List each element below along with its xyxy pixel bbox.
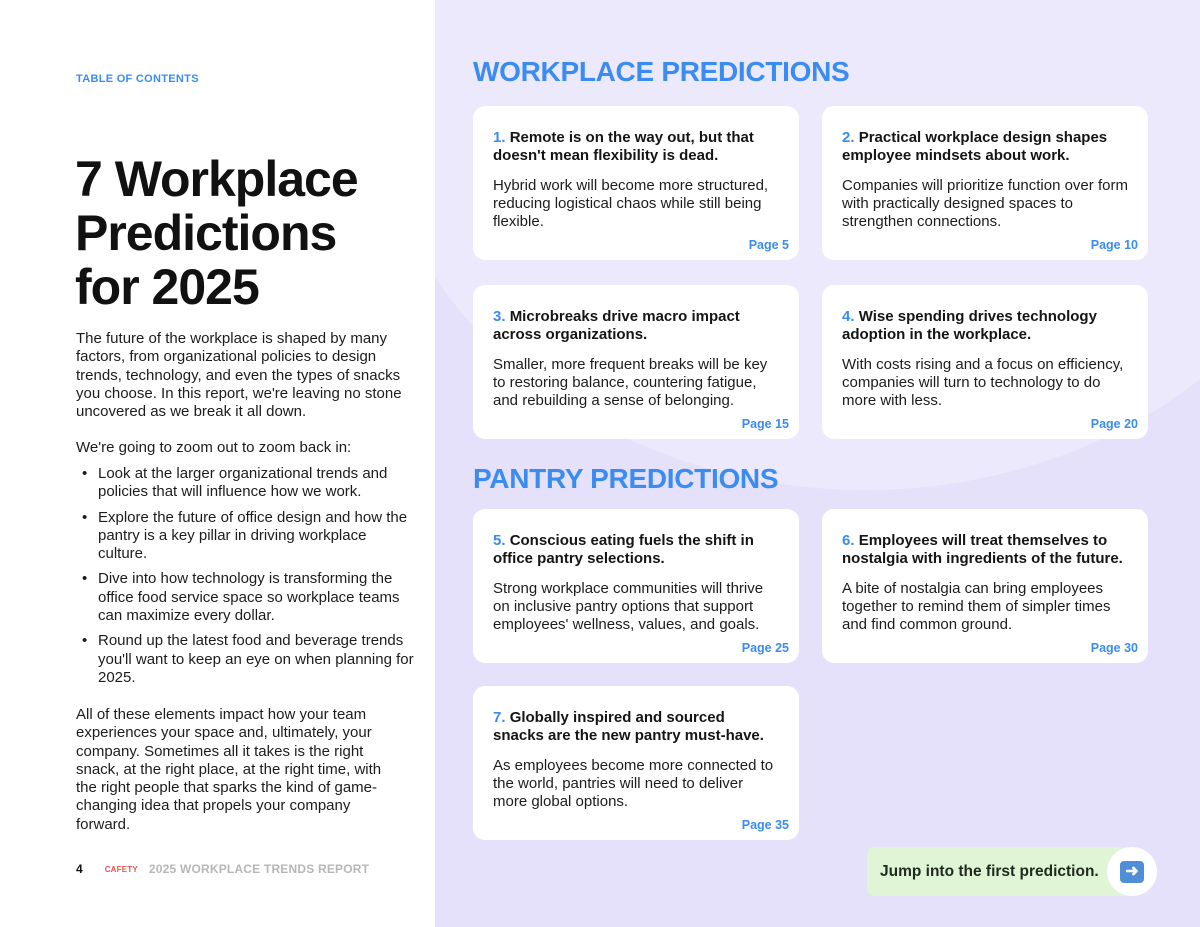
bullet-list (82, 465, 417, 694)
card-description: As employees become more connected to the world, pantries will need to deliver more global options. (493, 756, 774, 811)
bullet-item (82, 632, 417, 687)
card-title (493, 308, 779, 345)
card-title-text: Remote is on the way out, but that doesn't mean flexibility is dead. (493, 129, 754, 165)
card-description: Hybrid work will become more structured, reducing logistical chaos while still being flexible. (493, 176, 769, 231)
toc-label: TABLE OF CONTENTS (76, 73, 199, 85)
card-title (493, 532, 779, 569)
page-title (75, 152, 415, 314)
card-page-link[interactable]: Page 10 (1090, 238, 1138, 252)
right-arrow-icon: ➜ (1120, 861, 1144, 883)
page-footer (76, 862, 369, 876)
card-description: Companies will prioritize function over form with practically designed spaces to strengthen connections. (842, 176, 1128, 231)
card-page-link[interactable]: Page 5 (748, 238, 789, 252)
card-description: With costs rising and a focus on efficiency, companies will turn to technology to do more with less. (842, 355, 1124, 410)
brand-logo: CAFETY (104, 864, 138, 874)
report-title: 2025 WORKPLACE TRENDS REPORT (148, 862, 370, 876)
closing-paragraph: All of these elements impact how your team experiences your space and, ultimately, your company. Sometimes all it takes is the right snack, at the right place, at the right time, with the right people that sparks the kind of game-changing idea that propels your company forward. (76, 706, 382, 833)
bullet-dot: • (82, 465, 88, 482)
bullet-text: Explore the future of office design and how the pantry is a key pillar in driving workplace culture. (98, 508, 408, 563)
card-description: A bite of nostalgia can bring employees together to remind them of simpler times and find common ground. (842, 579, 1111, 634)
bullet-item (82, 570, 417, 625)
card-number: 5. (493, 532, 506, 549)
table-of-contents-column (0, 0, 435, 927)
prediction-card-4[interactable] (822, 285, 1148, 439)
card-title-text: Microbreaks drive macro impact across organizations. (493, 308, 740, 344)
card-description: Strong workplace communities will thrive on inclusive pantry options that support employees' wellness, values, and goals. (493, 579, 764, 634)
card-title (842, 129, 1128, 166)
card-number: 7. (493, 709, 506, 726)
prediction-card-5[interactable] (473, 509, 799, 663)
card-page-link[interactable]: Page 15 (741, 417, 789, 431)
prediction-card-6[interactable] (822, 509, 1148, 663)
card-title-text: Wise spending drives technology adoption in the workplace. (842, 308, 1097, 344)
title-line: Predictions (75, 205, 337, 261)
prediction-card-1[interactable] (473, 106, 799, 260)
prediction-card-7[interactable] (473, 686, 799, 840)
card-title-text: Practical workplace design shapes employee mindsets about work. (842, 129, 1108, 165)
workplace-predictions-heading: WORKPLACE PREDICTIONS (473, 56, 850, 87)
card-page-link[interactable]: Page 30 (1090, 641, 1138, 655)
card-number: 6. (842, 532, 855, 549)
card-description: Smaller, more frequent breaks will be key to restoring balance, countering fatigue, and rebuilding a sense of belonging. (493, 355, 768, 410)
card-number: 1. (493, 129, 506, 146)
card-number: 2. (842, 129, 855, 146)
card-title (842, 532, 1128, 569)
first-prediction-button[interactable] (867, 847, 1157, 896)
card-page-link[interactable]: Page 20 (1090, 417, 1138, 431)
title-line: for 2025 (75, 259, 259, 315)
card-title-text: Conscious eating fuels the shift in office pantry selections. (493, 532, 754, 568)
intro-paragraph: The future of the workplace is shaped by many factors, from organizational policies to design trends, technology, and even the types of snacks you choose. In this report, we're leaving no stone uncovered as we break it all down. (76, 330, 402, 421)
card-title (842, 308, 1128, 345)
cta-arrow-button[interactable] (1107, 847, 1157, 896)
bullet-dot: • (82, 508, 88, 526)
card-title-text: Globally inspired and sourced snacks are the new pantry must-have. (493, 709, 764, 745)
card-title (493, 709, 779, 746)
prediction-card-2[interactable] (822, 106, 1148, 260)
title-line: 7 Workplace (75, 151, 358, 207)
card-number: 3. (493, 308, 506, 325)
card-number: 4. (842, 308, 855, 325)
pantry-predictions-heading: PANTRY PREDICTIONS (473, 463, 779, 494)
lead-paragraph: We're going to zoom out to zoom back in: (76, 439, 352, 456)
card-title (493, 129, 779, 166)
card-title-text: Employees will treat themselves to nostalgia with ingredients of the future. (842, 532, 1123, 568)
bullet-dot: • (82, 570, 88, 588)
card-page-link[interactable]: Page 25 (741, 641, 789, 655)
bullet-dot: • (82, 632, 88, 650)
prediction-card-3[interactable] (473, 285, 799, 439)
page-number: 4 (76, 862, 83, 876)
bullet-item (82, 465, 417, 502)
bullet-text: Round up the latest food and beverage trends you'll want to keep an eye on when planning for 2025. (98, 632, 414, 686)
bullet-text: Dive into how technology is transforming the office food service space so workplace teams can maximize every dollar. (98, 570, 400, 625)
cta-label: Jump into the first prediction. (880, 863, 1099, 880)
bullet-item (82, 509, 417, 564)
bullet-text: Look at the larger organizational trends and policies that will influence how we work. (98, 465, 388, 501)
card-page-link[interactable]: Page 35 (741, 818, 789, 832)
